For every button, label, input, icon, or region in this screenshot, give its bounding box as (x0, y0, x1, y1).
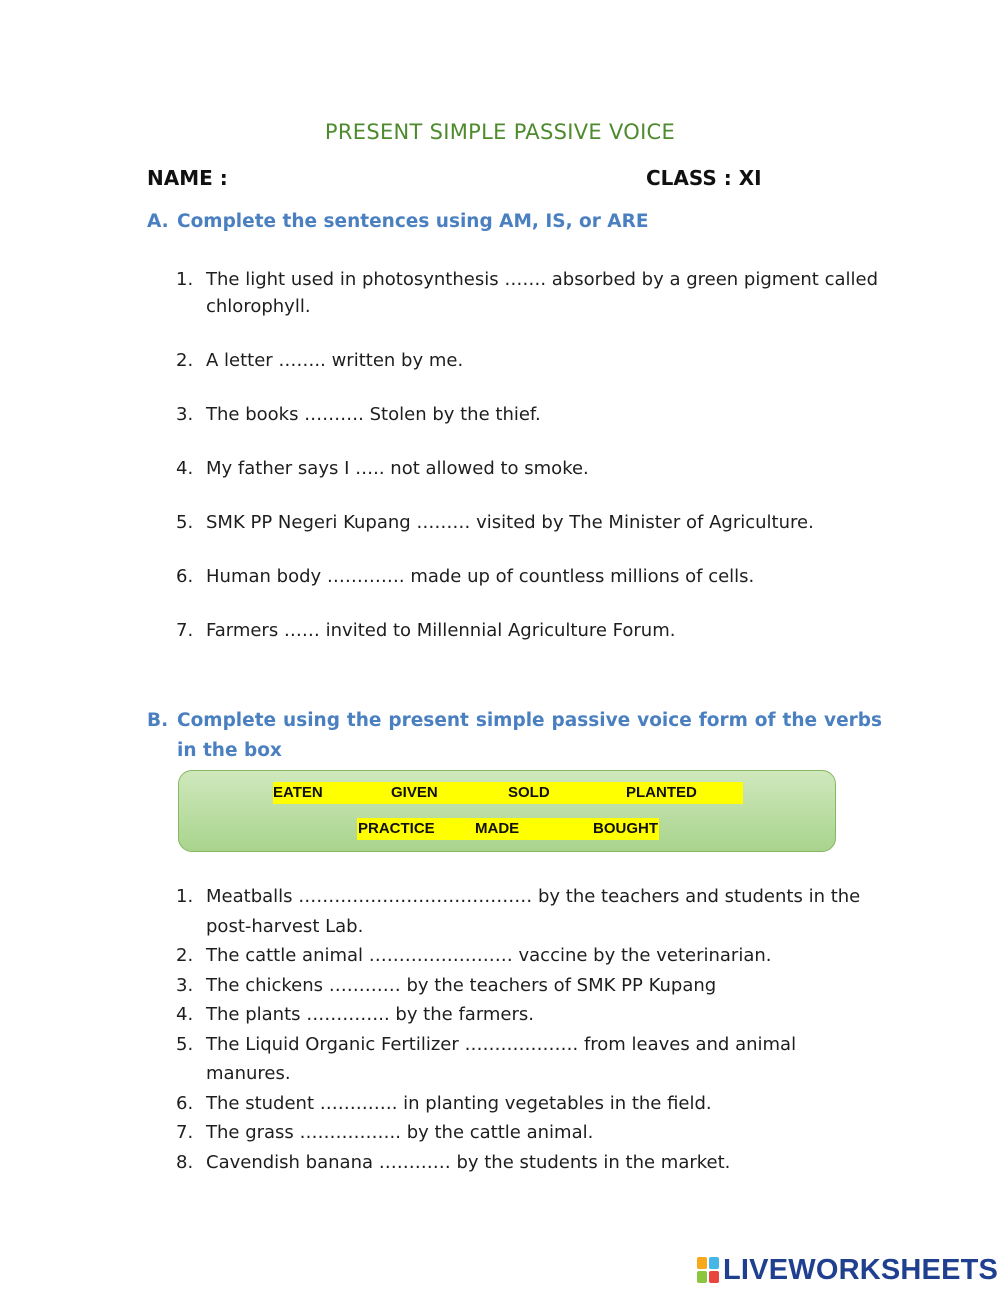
item-text: The student …………. in planting vegetables in the field. (206, 1092, 712, 1114)
verb-row-2 (357, 818, 659, 840)
worksheet-title: PRESENT SIMPLE PASSIVE VOICE (324, 120, 676, 144)
logo-tile (709, 1257, 719, 1269)
section-b-list (176, 882, 876, 1177)
verb-word: BOUGHT (593, 820, 658, 837)
verb-word: GIVEN (391, 784, 438, 801)
logo-tile (697, 1257, 707, 1269)
list-item: 3. The books ………. Stolen by the thief. (176, 404, 541, 425)
verb-word: SOLD (508, 784, 550, 801)
name-label: NAME : (147, 166, 228, 190)
section-a-instruction: Complete the sentences using AM, IS, or ARE (177, 211, 649, 232)
item-text: SMK PP Negeri Kupang ……… visited by The Minister of Agriculture. (206, 512, 814, 533)
verb-word: MADE (475, 820, 520, 837)
verb-word: EATEN (273, 784, 323, 801)
item-text: Human body …………. made up of countless millions of cells. (206, 566, 755, 587)
liveworksheets-logo[interactable] (697, 1255, 998, 1285)
list-item: 4. My father says I ….. not allowed to smoke. (176, 458, 589, 479)
section-b-heading (147, 706, 882, 766)
list-item: 5. SMK PP Negeri Kupang ……… visited by The Minister of Agriculture. (176, 512, 814, 533)
item-text: A letter …….. written by me. (206, 350, 464, 371)
item-text: Cavendish banana ………… by the students in the market. (206, 1151, 731, 1173)
item-text: The plants ………….. by the farmers. (206, 1004, 535, 1025)
list-item: 4. The plants ………….. by the farmers. (176, 1004, 535, 1025)
verb-row-1 (273, 782, 743, 804)
liveworksheets-logo-icon (697, 1257, 719, 1283)
list-item: 1. The light used in photosynthesis ……. absorbed by a green pigment called chlorophyll. (176, 269, 879, 317)
item-text: My father says I ….. not allowed to smoke. (206, 458, 589, 479)
item-text: The grass …………….. by the cattle animal. (206, 1122, 594, 1143)
item-text: The chickens ………… by the teachers of SMK PP Kupang (206, 974, 717, 996)
list-item: 2. A letter …….. written by me. (176, 350, 464, 371)
section-b-letter: B. (147, 710, 169, 731)
verb-word: PRACTICE (358, 820, 435, 837)
logo-text: LIVEWORKSHEETS (723, 1253, 999, 1286)
verb-word: PLANTED (626, 784, 697, 801)
list-item: 6. The student …………. in planting vegetables in the field. (176, 1092, 712, 1114)
item-text: The books ………. Stolen by the thief. (206, 404, 541, 425)
list-item: 3. The chickens ………… by the teachers of SMK PP Kupang (176, 974, 717, 996)
class-label: CLASS : XI (646, 166, 762, 190)
section-a-letter: A. (147, 211, 169, 232)
list-item: 7. Farmers …… invited to Millennial Agriculture Forum. (176, 620, 676, 641)
logo-tile (697, 1271, 707, 1283)
list-item: 6. Human body …………. made up of countless millions of cells. (176, 566, 755, 587)
item-text: The Liquid Organic Fertilizer ………………. from leaves and animal manures. (206, 1033, 797, 1084)
item-text: Meatballs ………………………………… by the teachers and students in the post-harvest Lab. (206, 886, 861, 937)
section-b-instruction: Complete using the present simple passive voice form of the verbs in the box (177, 710, 882, 761)
item-text: The light used in photosynthesis ……. absorbed by a green pigment called chlorophyll. (206, 269, 879, 317)
logo-tile (709, 1271, 719, 1283)
item-text: Farmers …… invited to Millennial Agriculture Forum. (206, 620, 676, 641)
list-item: 1. Meatballs ………………………………… by the teachers and students in the post-harvest Lab. (176, 886, 861, 937)
item-text: The cattle animal …………………… vaccine by the veterinarian. (206, 945, 772, 966)
verb-box (178, 770, 836, 852)
section-a-list (176, 266, 888, 671)
list-item: 2. The cattle animal …………………… vaccine by the veterinarian. (176, 945, 772, 966)
list-item: 7. The grass …………….. by the cattle animal. (176, 1122, 594, 1143)
section-a-heading (147, 207, 887, 237)
list-item: 5. The Liquid Organic Fertilizer ………………. from leaves and animal manures. (176, 1033, 797, 1084)
list-item: 8. Cavendish banana ………… by the students in the market. (176, 1151, 731, 1173)
